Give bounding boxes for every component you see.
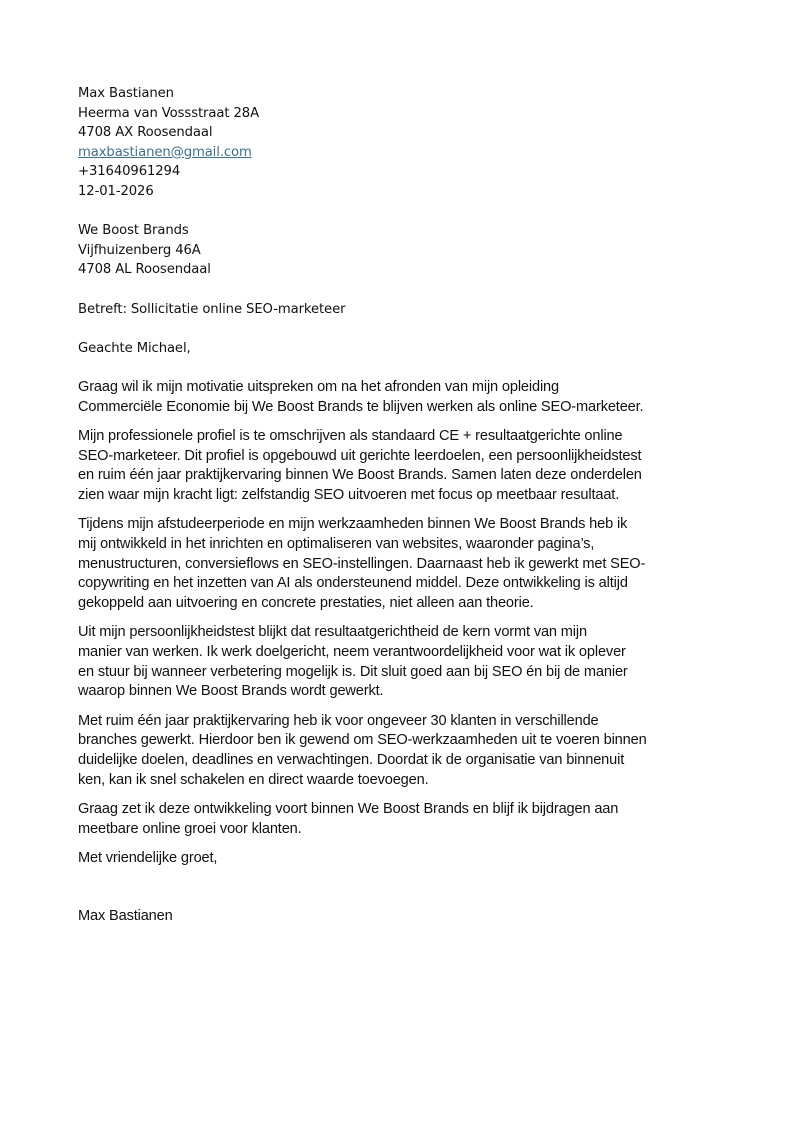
spacer [78, 358, 728, 378]
paragraph-line: meetbare online groei voor klanten. [78, 820, 302, 837]
spacer [78, 202, 728, 222]
paragraph-line: ken, kan ik snel schakelen en direct waarde toevoegen. [78, 771, 429, 788]
body-paragraph-3 [78, 515, 728, 613]
paragraph-line: duidelijke doelen, deadlines en verwachtingen. Doordat ik de organisatie van binnenuit [78, 752, 625, 768]
paragraph-line: Graag wil ik mijn motivatie uitspreken om na het afronden van mijn opleiding [78, 378, 559, 395]
paragraph-line: menustructuren, conversieflows en SEO-instellingen. Daarnaast heb ik gewerkt met SEO- [78, 555, 646, 572]
paragraph-line: Tijdens mijn afstudeerperiode en mijn werkzaamheden binnen We Boost Brands heb ik [78, 516, 628, 533]
body-paragraph-5 [78, 712, 728, 790]
letter-date: 12-01-2026 [78, 183, 154, 199]
recipient-block [78, 221, 728, 280]
signature-name: Max Bastianen [78, 907, 173, 924]
letter-body [78, 378, 728, 927]
body-paragraph-1 [78, 378, 728, 417]
paragraph-line: branches gewerkt. Hierdoor ben ik gewend om SEO-werkzaamheden uit te voeren binnen [78, 732, 647, 749]
paragraph-line: en stuur bij wanneer verbetering mogelijk is. Dit sluit goed aan bij SEO én bij de manier [78, 663, 628, 680]
paragraph-line: gekoppeld aan uitvoering en concrete prestaties, niet alleen aan theorie. [78, 594, 534, 611]
body-paragraph-4 [78, 623, 728, 701]
sender-email-link[interactable]: maxbastianen@gmail.com [78, 144, 252, 160]
paragraph-line: zien waar mijn kracht ligt: zelfstandig SEO uitvoeren met focus op meetbaar resultaat. [78, 486, 620, 503]
sender-name: Max Bastianen [78, 86, 174, 101]
paragraph-line: Mijn professionele profiel is te omschrijven als standaard CE + resultaatgerichte online [78, 428, 623, 445]
spacer [78, 280, 728, 300]
signature-block [78, 907, 728, 927]
sender-street: Heerma van Vossstraat 28A [78, 105, 259, 121]
body-paragraph-2 [78, 427, 728, 505]
closing-text: Met vriendelijke groet, [78, 850, 218, 867]
paragraph-line: copywriting en het inzetten van AI als ondersteunend middel. Deze ontwikkeling is altijd [78, 575, 628, 592]
paragraph-line: manier van werken. Ik werk doelgericht, neem verantwoordelijkheid voor wat ik oplever [78, 644, 626, 661]
sender-postal-city: 4708 AX Roosendaal [78, 125, 213, 141]
paragraph-line: Uit mijn persoonlijkheidstest blijkt dat resultaatgerichtheid de kern vormt van mijn [78, 624, 587, 641]
paragraph-line: waarop binnen We Boost Brands wordt gewerkt. [78, 683, 384, 700]
paragraph-line: Graag zet ik deze ontwikkeling voort binnen We Boost Brands en blijf ik bijdragen aan [78, 801, 619, 818]
subject-line: Betreft: Sollicitatie online SEO-marketeer [78, 301, 346, 317]
recipient-company: We Boost Brands [78, 223, 189, 239]
paragraph-line: en ruim één jaar praktijkervaring binnen We Boost Brands. Samen laten deze onderdelen [78, 467, 642, 484]
sender-block [78, 84, 728, 202]
paragraph-line: Met ruim één jaar praktijkervaring heb ik voor ongeveer 30 klanten in verschillende [78, 712, 599, 729]
subject-block [78, 300, 728, 320]
closing-line [78, 849, 728, 869]
recipient-postal-city: 4708 AL Roosendaal [78, 262, 211, 278]
paragraph-line: mij ontwikkeld in het inrichten en optimaliseren van websites, waaronder pagina’s, [78, 536, 595, 553]
spacer [78, 319, 728, 339]
salutation-block [78, 339, 728, 359]
paragraph-line: Commerciële Economie bij We Boost Brands te blijven werken als online SEO-marketeer. [78, 398, 644, 415]
letter-page [78, 84, 728, 937]
body-paragraph-6 [78, 800, 728, 839]
salutation: Geachte Michael, [78, 340, 191, 356]
sender-phone: +31640961294 [78, 164, 181, 180]
paragraph-line: SEO-marketeer. Dit profiel is opgebouwd uit gerichte leerdoelen, een persoonlijkheidstest [78, 447, 642, 464]
recipient-street: Vijfhuizenberg 46A [78, 242, 201, 258]
